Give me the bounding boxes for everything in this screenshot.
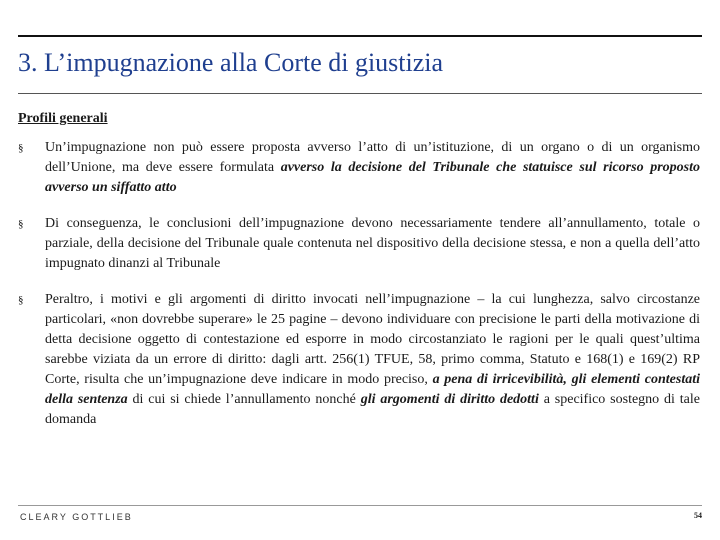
bullet-text-segment: di cui si chiede l’annullamento nonché — [127, 392, 361, 407]
bullet-text-segment: Peraltro, i motivi e gli argomenti di diritto invocati nell’impugnazione – la cui lunghezza, salvo circostanze particolari, «non dovrebbe superare» le 25 pagine – devono individuare con precisione le parti della motivazione di detta decisione oggetto di contestazione ed esporre in modo circostanziato le ragioni per le quali quest’ultima sarebbe viziata da un errore di diritto: dagli artt. 256(1) TFUE, 58, primo comma, Statuto e 168(1) e 169(2) RP Corte, risulta che un’impugnazione deve indicare in modo preciso, — [45, 292, 700, 387]
bullet-marker-icon: § — [18, 142, 24, 154]
bullet-marker-icon: § — [18, 294, 24, 306]
slide-title: 3. L’impugnazione alla Corte di giustizia — [18, 48, 444, 77]
firm-logo: CLEARY GOTTLIEB — [20, 512, 133, 522]
page-number: 54 — [694, 511, 702, 520]
bullet-list — [18, 138, 700, 446]
section-heading: Profili generali — [18, 111, 108, 126]
bullet-emphasis: a pena di irricevibilità, gli elementi contestati della sentenza — [45, 372, 700, 407]
bullet-emphasis: gli argomenti di diritto dedotti — [360, 392, 539, 407]
title-top-rule — [18, 35, 702, 37]
title-divider — [18, 93, 702, 94]
bullet-marker-icon: § — [18, 218, 24, 230]
footer-divider — [18, 505, 702, 506]
bullet-item — [18, 290, 700, 430]
bullet-item — [18, 214, 700, 274]
bullet-text-segment: Di conseguenza, le conclusioni dell’impugnazione devono necessariamente tendere all’annullamento, totale o parziale, della decisione del Tribunale quale contenuta nel dispositivo della decisione stessa, e non a quella dell’atto impugnato dinanzi al Tribunale — [45, 216, 700, 271]
bullet-text-segment: a specifico sostegno di tale domanda — [45, 392, 700, 427]
bullet-emphasis: avverso la decisione del Tribunale che statuisce sul ricorso proposto avverso un siffatto atto — [45, 160, 700, 195]
bullet-item — [18, 138, 700, 198]
bullet-text-segment: Un’impugnazione non può essere proposta avverso l’atto di un’istituzione, di un organo o di un organismo dell’Unione, ma deve essere formulata — [45, 140, 700, 175]
